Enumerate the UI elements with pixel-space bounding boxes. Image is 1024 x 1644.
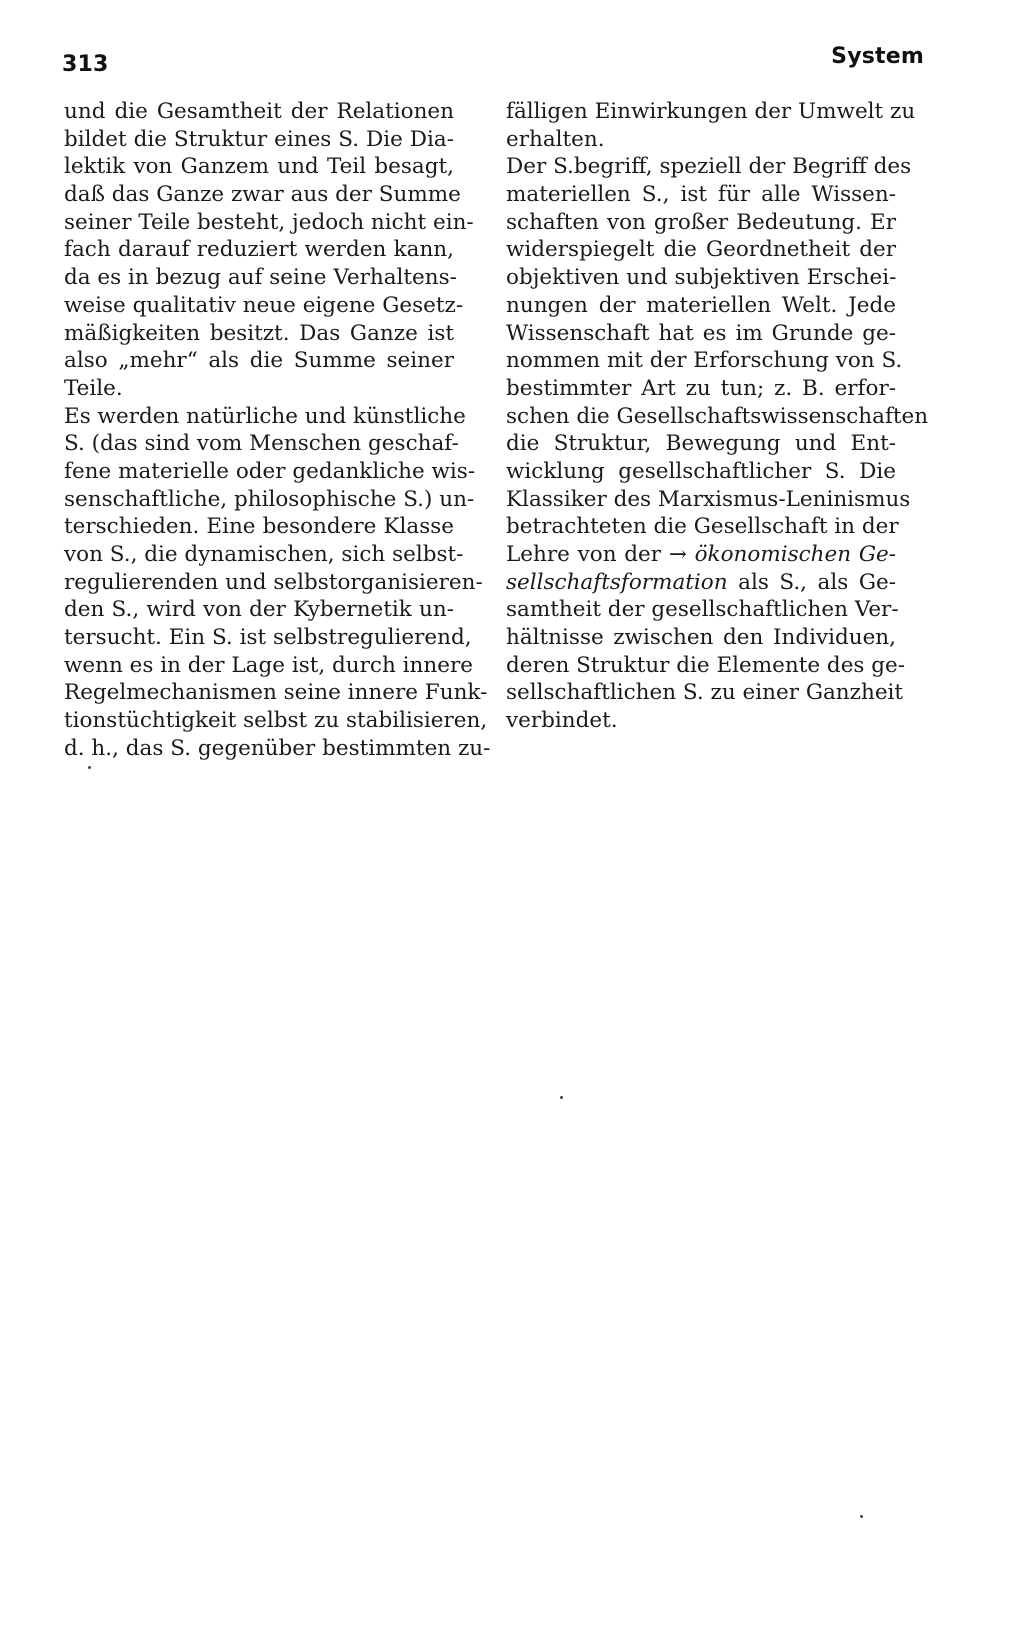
text-line: samtheit der gesellschaftlichen Ver-	[506, 597, 899, 623]
paper-speck	[860, 1515, 863, 1518]
text-line: und die Gesamtheit der Relationen	[64, 99, 454, 124]
text-line: tersucht. Ein S. ist selbstregulierend,	[64, 625, 472, 651]
text-line: bildet die Struktur eines S. Die Dia-	[64, 126, 454, 152]
text-line: Der S.begriff, speziell der Begriff des	[506, 154, 912, 180]
text-line: senschaftliche, philosophische S.) un-	[64, 486, 475, 512]
crossref-suffix: als S., als Ge-	[738, 569, 896, 595]
crossref-arrow-icon: →	[668, 542, 687, 567]
text-line: fälligen Einwirkungen der Umwelt zu	[506, 99, 916, 124]
text-line: daß das Ganze zwar aus der Summe	[64, 182, 461, 208]
text-line: fene materielle oder gedankliche wis-	[64, 458, 476, 484]
text-line: von S., die dynamischen, sich selbst-	[64, 542, 464, 567]
text-line: betrachteten die Gesellschaft in der	[506, 514, 899, 540]
text-line: verbindet.	[506, 708, 618, 734]
text-line: Regelmechanismen seine innere Funk-	[64, 680, 488, 706]
text-line: objektiven und subjektiven Erschei-	[506, 265, 897, 291]
crossref-term[interactable]: ökonomischen Ge-	[694, 542, 896, 567]
text-line: terschieden. Eine besondere Klasse	[64, 514, 454, 540]
text-line: da es in bezug auf seine Verhaltens-	[64, 265, 457, 291]
text-line: wenn es in der Lage ist, durch innere	[64, 652, 473, 678]
text-line: mäßigkeiten besitzt. Das Ganze ist	[64, 320, 454, 346]
crossref-line-continued	[506, 569, 896, 597]
text-line: den S., wird von der Kybernetik un-	[64, 597, 454, 623]
text-line: schen die Gesellschaftswissenschaften	[506, 403, 929, 429]
paper-speck	[560, 1096, 563, 1099]
text-line: d. h., das S. gegenüber bestimmten zu-	[64, 735, 491, 761]
text-line: bestimmter Art zu tun; z. B. erfor-	[506, 375, 896, 401]
text-line: sellschaftlichen S. zu einer Ganzheit	[506, 680, 904, 706]
text-line: tionstüchtigkeit selbst zu stabilisieren,	[64, 708, 488, 734]
text-line: also „mehr“ als die Summe seiner	[64, 348, 454, 374]
text-line: hältnisse zwischen den Individuen,	[506, 625, 896, 651]
text-line: Wissenschaft hat es im Grunde ge-	[506, 320, 896, 346]
text-line: materiellen S., ist für alle Wissen-	[506, 182, 896, 208]
paper-speck	[88, 766, 91, 769]
text-line: nungen der materiellen Welt. Jede	[506, 292, 896, 318]
left-column	[64, 98, 491, 763]
crossref-term-continued[interactable]: sellschaftsformation	[506, 569, 728, 595]
text-line: Klassiker des Marxismus-Leninismus	[506, 486, 911, 512]
text-line: S. (das sind vom Menschen geschaf-	[64, 431, 459, 457]
crossref-prefix: Lehre von der	[506, 542, 662, 567]
page-number: 313	[62, 52, 109, 77]
text-line: wicklung gesellschaftlicher S. Die	[506, 458, 896, 484]
text-line: erhalten.	[506, 126, 605, 152]
text-line: regulierenden und selbstorganisieren-	[64, 569, 483, 595]
text-line: deren Struktur die Elemente des ge-	[506, 652, 906, 678]
text-line: lektik von Ganzem und Teil besagt,	[64, 154, 454, 180]
section-title: System	[831, 44, 924, 69]
text-line: fach darauf reduziert werden kann,	[64, 237, 454, 263]
text-line: schaften von großer Bedeutung. Er	[506, 209, 896, 235]
crossref-line	[506, 541, 896, 569]
text-line: weise qualitativ neue eigene Gesetz-	[64, 292, 464, 318]
text-line: widerspiegelt die Geordnetheit der	[506, 237, 896, 263]
text-line: seiner Teile besteht, jedoch nicht ein-	[64, 209, 474, 235]
right-column	[506, 98, 929, 735]
text-line: nommen mit der Erforschung von S.	[506, 348, 903, 374]
text-line: die Struktur, Bewegung und Ent-	[506, 431, 896, 457]
text-line: Es werden natürliche und künstliche	[64, 403, 466, 429]
text-line: Teile.	[64, 375, 123, 401]
